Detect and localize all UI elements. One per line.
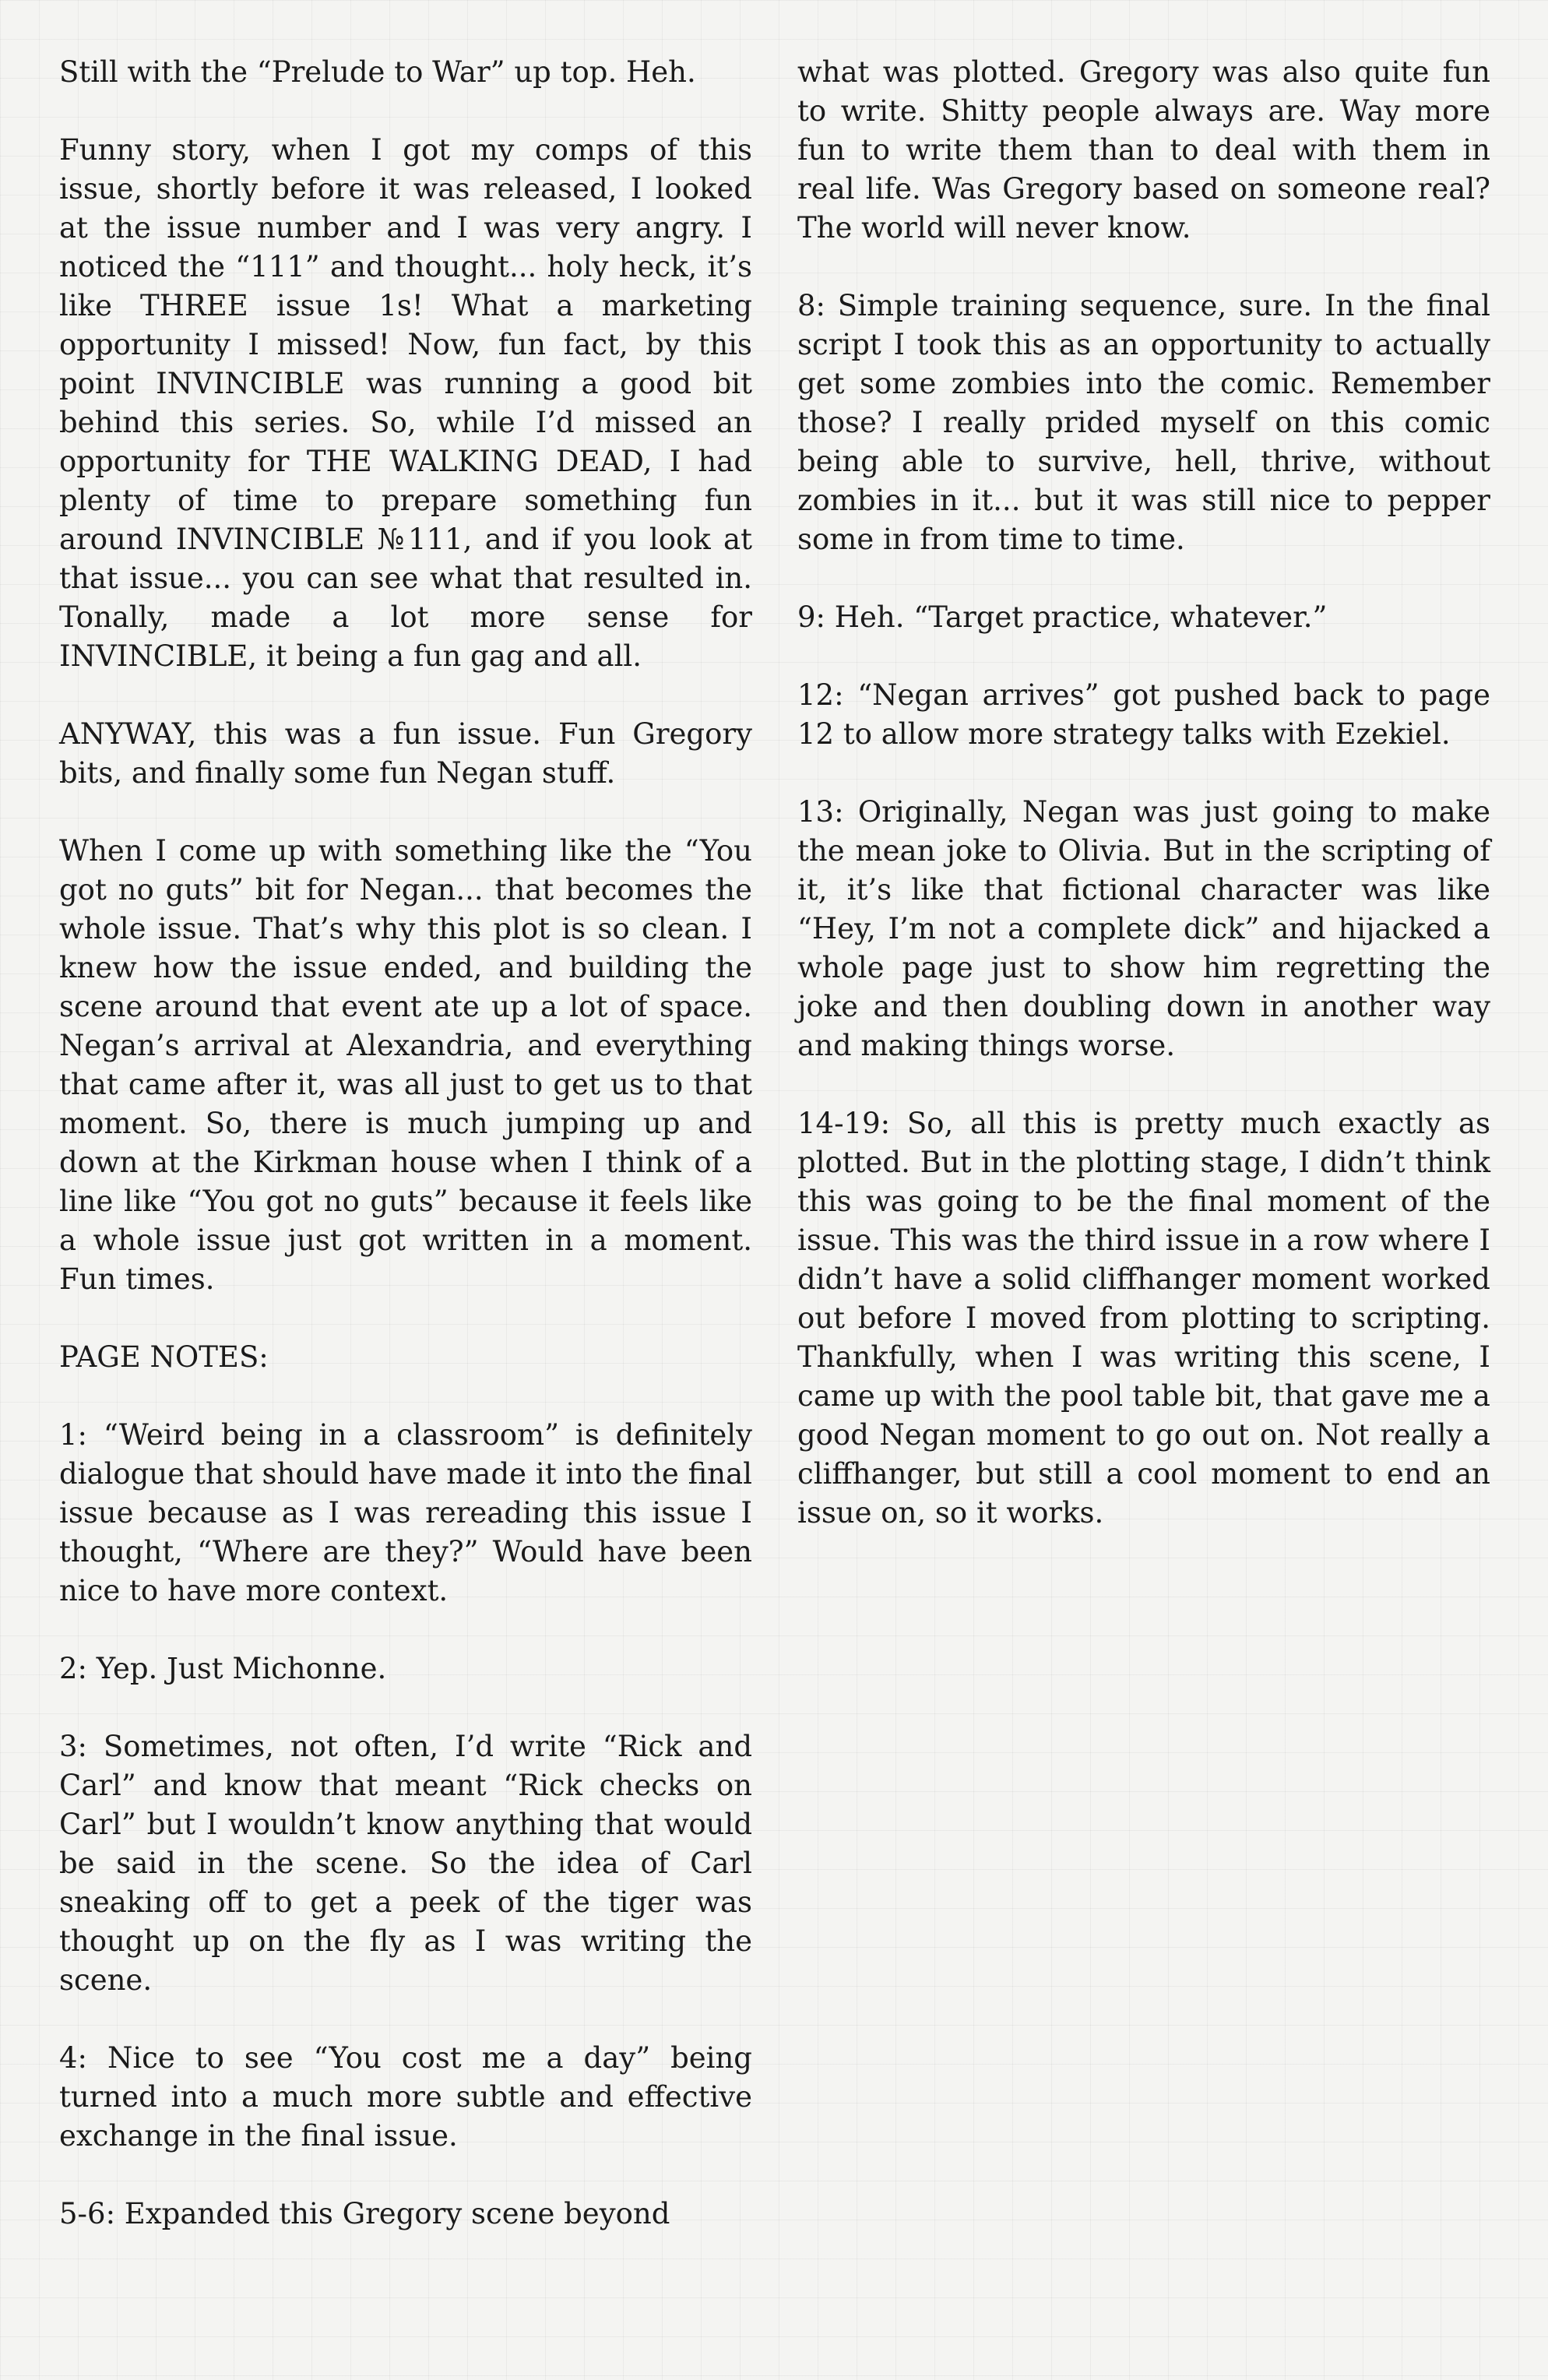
- note-page-1: 1: “Weird being in a classroom” is definitely dialogue that should have made it into the final issue because as I was rereading this issue I thought, “Where are they?” Would have been nice to have more context.: [59, 1418, 752, 1607]
- note-page-12: 12: “Negan arrives” got pushed back to page 12 to allow more strategy talks with Ezekiel.: [797, 678, 1490, 751]
- left-column: [59, 53, 752, 2234]
- note-page-14-19: 14-19: So, all this is pretty much exactly as plotted. But in the plotting stage, I didn’t think this was going to be the final moment of the issue. This was the third issue in a row where I didn’t have a solid cliffhanger moment worked out before I moved from plotting to scripting. Thankfully, when I was writing this scene, I came up with the pool table bit, that gave me a good Negan moment to go out on. Not really a cliffhanger, but still a cool moment to end an issue on, so it works.: [797, 1107, 1490, 1530]
- note-page-13: 13: Originally, Negan was just going to make the mean joke to Olivia. But in the scripting of it, it’s like that fictional character was like “Hey, I’m not a complete dick” and hijacked a whole page just to show him regretting the joke and then doubling down in another way and making things worse.: [797, 795, 1490, 1062]
- no-guts-paragraph: When I come up with something like the “You got no guts” bit for Negan... that becomes the whole issue. That’s why this plot is so clean. I knew how the issue ended, and building the scene around that event ate up a lot of space. Negan’s arrival at Alexandria, and everything that came after it, was all just to get us to that moment. So, there is much jumping up and down at the Kirkman house when I think of a line like “You got no guts” because it feels like a whole issue just got written in a moment. Fun times.: [59, 834, 752, 1296]
- note-page-5-6-continued: what was plotted. Gregory was also quite fun to write. Shitty people always are. Way more fun to write them than to deal with them in real life. Was Gregory based on someone real? The world will never know.: [797, 55, 1490, 245]
- intro-paragraph: Still with the “Prelude to War” up top. Heh.: [59, 55, 696, 89]
- page-notes-heading: PAGE NOTES:: [59, 1340, 269, 1374]
- note-page-9: 9: Heh. “Target practice, whatever.”: [797, 600, 1328, 634]
- note-page-5-6-start: 5-6: Expanded this Gregory scene beyond: [59, 2197, 670, 2230]
- note-page-4: 4: Nice to see “You cost me a day” being turned into a much more subtle and effective exchange in the final issue.: [59, 2041, 752, 2153]
- note-page-2: 2: Yep. Just Michonne.: [59, 1652, 387, 1685]
- anyway-paragraph: ANYWAY, this was a fun issue. Fun Gregory bits, and finally some fun Negan stuff.: [59, 717, 752, 790]
- note-page-8: 8: Simple training sequence, sure. In the final script I took this as an opportunity to actually get some zombies into the comic. Remember those? I really prided myself on this comic being able to survive, hell, thrive, without zombies in it... but it was still nice to pepper some in from time to time.: [797, 289, 1490, 556]
- note-page-3: 3: Sometimes, not often, I’d write “Rick and Carl” and know that meant “Rick checks on Carl” but I wouldn’t know anything that would be said in the scene. So the idea of Carl sneaking off to get a peek of the tiger was thought up on the fly as I was writing the scene.: [59, 1730, 752, 1997]
- right-column: [797, 53, 1490, 1533]
- funny-story-paragraph: Funny story, when I got my comps of this issue, shortly before it was released, I looked at the issue number and I was very angry. I noticed the “111” and thought... holy heck, it’s like THREE issue 1s! What a marketing opportunity I missed! Now, fun fact, by this point INVINCIBLE was running a good bit behind this series. So, while I’d missed an opportunity for THE WALKING DEAD, I had plenty of time to prepare something fun around INVINCIBLE №111, and if you look at that issue... you can see what that resulted in. Tonally, made a lot more sense for INVINCIBLE, it being a fun gag and all.: [59, 133, 752, 673]
